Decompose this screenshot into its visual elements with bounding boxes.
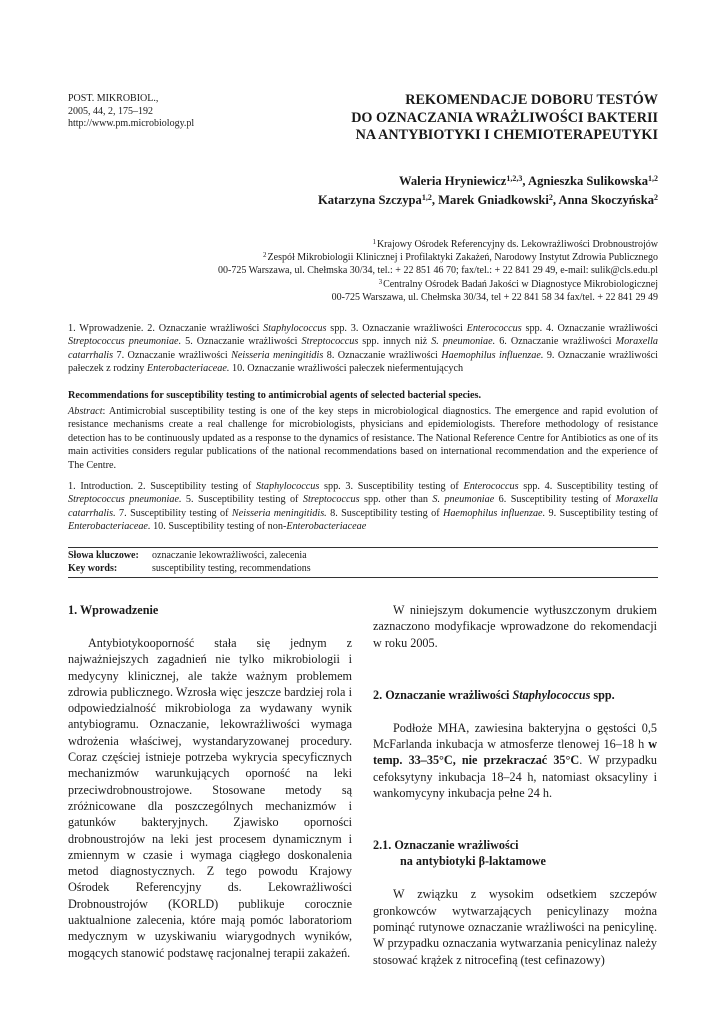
affiliation-text: Centralny Ośrodek Badań Jakości w Diagnostyce Mikrobiologicznej	[383, 278, 658, 290]
journal-name: POST. MIKROBIOL.,	[68, 93, 159, 104]
author-affiliation-marker: 1,2	[421, 193, 432, 202]
right-column	[373, 602, 657, 968]
author-line-2	[318, 191, 658, 210]
keywords-english	[68, 563, 658, 576]
heading-text: 2. Oznaczanie wrażliwości	[373, 687, 513, 702]
author-line-1	[318, 172, 658, 191]
species-name: Enterococcus	[466, 323, 522, 334]
title-line: DO OZNACZANIA WRAŻLIWOŚCI BAKTERII	[351, 109, 658, 126]
author-separator: ,	[431, 193, 439, 207]
species-name: Enterobacteriaceae.	[146, 363, 230, 375]
contents-text: 8. Oznaczanie wrażliwości	[323, 349, 442, 361]
contents-polish	[68, 322, 658, 376]
heading-text: na antybiotyki β-laktamowe	[400, 854, 546, 869]
journal-issue: 2005, 44, 2, 175–192	[68, 105, 153, 117]
journal-info	[68, 93, 194, 131]
affiliation-3	[218, 278, 658, 291]
contents-text: spp. 4. Susceptibility testing of	[518, 481, 658, 492]
section-heading	[373, 687, 657, 703]
contents-english	[68, 480, 658, 534]
author-name: Agnieszka Sulikowska	[527, 174, 648, 188]
keywords-value: susceptibility testing, recommendations	[152, 562, 311, 574]
section-heading: 1. Wprowadzenie	[68, 603, 159, 617]
species-name: Moraxella catarrhalis	[68, 336, 659, 361]
affiliation-text: Krajowy Ośrodek Referencyjny ds. Lekowrażliwości Drobnoustrojów	[376, 239, 658, 250]
body-paragraph: W związku z wysokim odsetkiem szczepów gronkowców wytwarzających penicylinazy można pominąć rutynowe oznaczanie wrażliwości na penicylinę. W przypadku oznaczania wytwarzania penicylinaz należy stosować krążek z nitrocefiną (test cefinazowy)	[373, 887, 657, 967]
species-name: Streptococcus	[302, 494, 360, 506]
affiliation-marker: 1	[372, 238, 376, 246]
heading-text: spp.	[590, 687, 615, 702]
contents-text: 8. Susceptibility testing of	[326, 507, 443, 519]
author-affiliation-marker: 2	[654, 193, 658, 202]
species-name: Staphylococcus	[255, 481, 320, 492]
contents-text: spp. 4. Oznaczanie wrażliwości	[521, 323, 658, 334]
species-name: Enterococcus	[463, 481, 519, 492]
species-name: Moraxella catarrhalis.	[68, 494, 659, 519]
contents-text: 7. Oznaczanie wrażliwości	[113, 349, 232, 361]
species-name: Haemophilus influenzae.	[441, 349, 544, 361]
abstract-text: : Antimicrobial susceptibility testing is one of the key steps in microbiological diagnostics. The emergence and rapid evolution of resistance mechanisms create a real challenge for microbiologists, physicians and epidemiologists. Therefore methodology of resistance detection has to be continuously updated as a response to the dynamics of resistance. The National Reference Centre for Antibiotics as one of its main activities considers regular publications of the national recommendations based on international recommendation and the experience of The Centre.	[68, 406, 658, 471]
title-line: REKOMENDACJE DOBORU TESTÓW	[405, 92, 658, 108]
intro-paragraph: Antybiotykooporność stała się jednym z najważniejszych zagadnień nie tylko mikrobiologii i medycyny klinicznej, ale także ważnym problemem zdrowia publicznego. Wzrosła więc jeszcze bardziej rola i odpowiedzialność mikrobiologa za wydawany wynik antybiogramu. Oznaczanie, lekowrażliwości wymaga wdrożenia właściwej, wystandaryzowanej procedury. Coraz częściej istnieje potrzeba wykrycia specyficznych mechanizmów warunkujących oporność na leki przeciwdrobnoustrojowe. Stosowane metody są zróżnicowane dla poszczególnych mechanizmów i gatunków bakteryjnych. Zjawisko oporności drobnoustrojów na leki jest procesem dynamicznym i zmiennym w czasie i wymaga ciągłego doskonalenia metod diagnostycznych. Z tego powodu Krajowy Ośrodek Referencyjny ds. Lekowrażliwości Drobnoustrojów (KORLD) publikuje corocznie uaktualnione zalecenia, które mają pomóc laboratoriom medycznym w uzyskiwaniu wiarygodnych wyników, mogących stanowić podstawę racjonalnej terapii zakażeń.	[68, 636, 352, 960]
author-name: Katarzyna Szczypa	[317, 193, 422, 207]
contents-text: spp. other than	[359, 494, 433, 506]
affiliation-2	[218, 251, 658, 264]
species-name: Staphylococcus	[512, 687, 591, 702]
keywords-polish	[68, 550, 658, 563]
contents-text: 1. Wprowadzenie. 2. Oznaczanie wrażliwości	[68, 323, 264, 334]
contents-text: 6. Susceptibility testing of	[494, 494, 616, 506]
species-name: Streptococcus	[301, 336, 359, 348]
species-name: Enterobacteriaceae.	[68, 521, 151, 533]
keywords-box	[68, 547, 658, 578]
body-paragraph: W niniejszym dokumencie wytłuszczonym drukiem zaznaczono modyfikacje wprowadzone do rekomendacji w roku 2005.	[373, 603, 657, 650]
contents-text: 6. Oznaczanie wrażliwości	[495, 336, 616, 348]
body-text: . W przypadku cefoksytyny inkubacja 18–24 h, natomiast oksacyliny i wankomycyny inkubacja pełne 24 h.	[373, 753, 657, 801]
species-name: Enterobacteriaceae	[286, 521, 367, 533]
species-name: Staphylococcus	[263, 323, 327, 334]
affiliation-3-address: 00-725 Warszawa, ul. Chełmska 30/34, tel + 22 841 58 34 fax/tel. + 22 841 29 49	[331, 291, 658, 303]
contents-text: spp. 3. Susceptibility testing of	[319, 481, 464, 492]
keywords-label: Słowa kluczowe:	[68, 550, 139, 561]
body-paragraph	[373, 720, 657, 801]
species-name: Haemophilus influenzae.	[442, 507, 546, 519]
author-affiliation-marker: 1,2,3	[506, 174, 523, 183]
left-column	[68, 602, 352, 961]
author-affiliation-marker: 2	[548, 193, 553, 202]
abstract-label: Abstract	[68, 406, 103, 417]
heading-text: 2.1. Oznaczanie wrażliwości	[373, 838, 519, 853]
author-separator: ,	[522, 174, 528, 188]
affiliation-1	[218, 238, 658, 251]
author-name: Anna Skoczyńska	[558, 193, 654, 207]
contents-text: spp. 3. Oznaczanie wrażliwości	[326, 323, 467, 334]
author-affiliation-marker: 1,2	[648, 174, 658, 183]
species-name: Neisseria meningitidis	[231, 349, 324, 361]
affiliation-text: Zespół Mikrobiologii Klinicznej i Profilaktyki Zakażeń, Narodowy Instytut Zdrowia Publicznego	[267, 252, 658, 264]
contents-text: spp. innych niż	[358, 336, 432, 348]
body-text: Podłoże MHA, zawiesina bakteryjna o gęstości 0,5 McFarlanda inkubacja w atmosferze tlenowej 16–18 h	[373, 720, 657, 752]
contents-text: 9. Susceptibility testing of	[545, 507, 658, 519]
author-name: Waleria Hryniewicz	[398, 174, 507, 188]
contents-text: 7. Susceptibility testing of	[115, 507, 232, 519]
author-name: Marek Gniadkowski	[438, 193, 549, 207]
journal-url: http://www.pm.microbiology.pl	[68, 118, 195, 129]
affiliation-marker: 2	[263, 251, 267, 260]
english-title: Recommendations for susceptibility testing to antimicrobial agents of selected bacterial species.	[68, 390, 482, 401]
contents-text: 5. Susceptibility testing of	[181, 494, 303, 506]
emphasized-text: w temp. 33–35°C, nie przekraczać 35°C	[373, 737, 657, 768]
contents-text: 5. Oznaczanie wrażliwości	[181, 336, 302, 348]
title-line: NA ANTYBIOTYKI I CHEMIOTERAPEUTYKI	[355, 127, 658, 143]
affiliation-2-address: 00-725 Warszawa, ul. Chełmska 30/34, tel.: + 22 851 46 70; fax/tel.: + 22 841 29 49, e-mail: sulik@cls.edu.pl	[218, 265, 658, 277]
keywords-label: Key words:	[68, 562, 118, 574]
contents-text: 9. Oznaczanie wrażliwości pałeczek z rodziny	[68, 349, 658, 375]
article-title	[351, 92, 658, 145]
affiliations	[218, 238, 658, 304]
species-name: Streptococcus pneumoniae.	[68, 494, 182, 506]
subsection-heading	[373, 837, 657, 869]
affiliation-marker: 3	[378, 277, 383, 286]
keywords-value: oznaczanie lekowrażliwości, zalecenia	[152, 550, 307, 561]
species-name: Streptococcus pneumoniae.	[68, 336, 182, 348]
author-separator: ,	[552, 193, 559, 207]
species-name: S. pneumoniae.	[431, 336, 496, 348]
species-name: S. pneumoniae	[432, 494, 495, 506]
contents-text: 1. Introduction. 2. Susceptibility testing of	[68, 481, 256, 492]
contents-text: 10. Oznaczanie wrażliwości pałeczek niefermentujących	[229, 363, 464, 375]
species-name: Neisseria meningitidis.	[231, 507, 327, 519]
abstract	[68, 405, 658, 472]
contents-text: 10. Susceptibility testing of non-	[150, 521, 287, 533]
author-list	[318, 172, 658, 210]
